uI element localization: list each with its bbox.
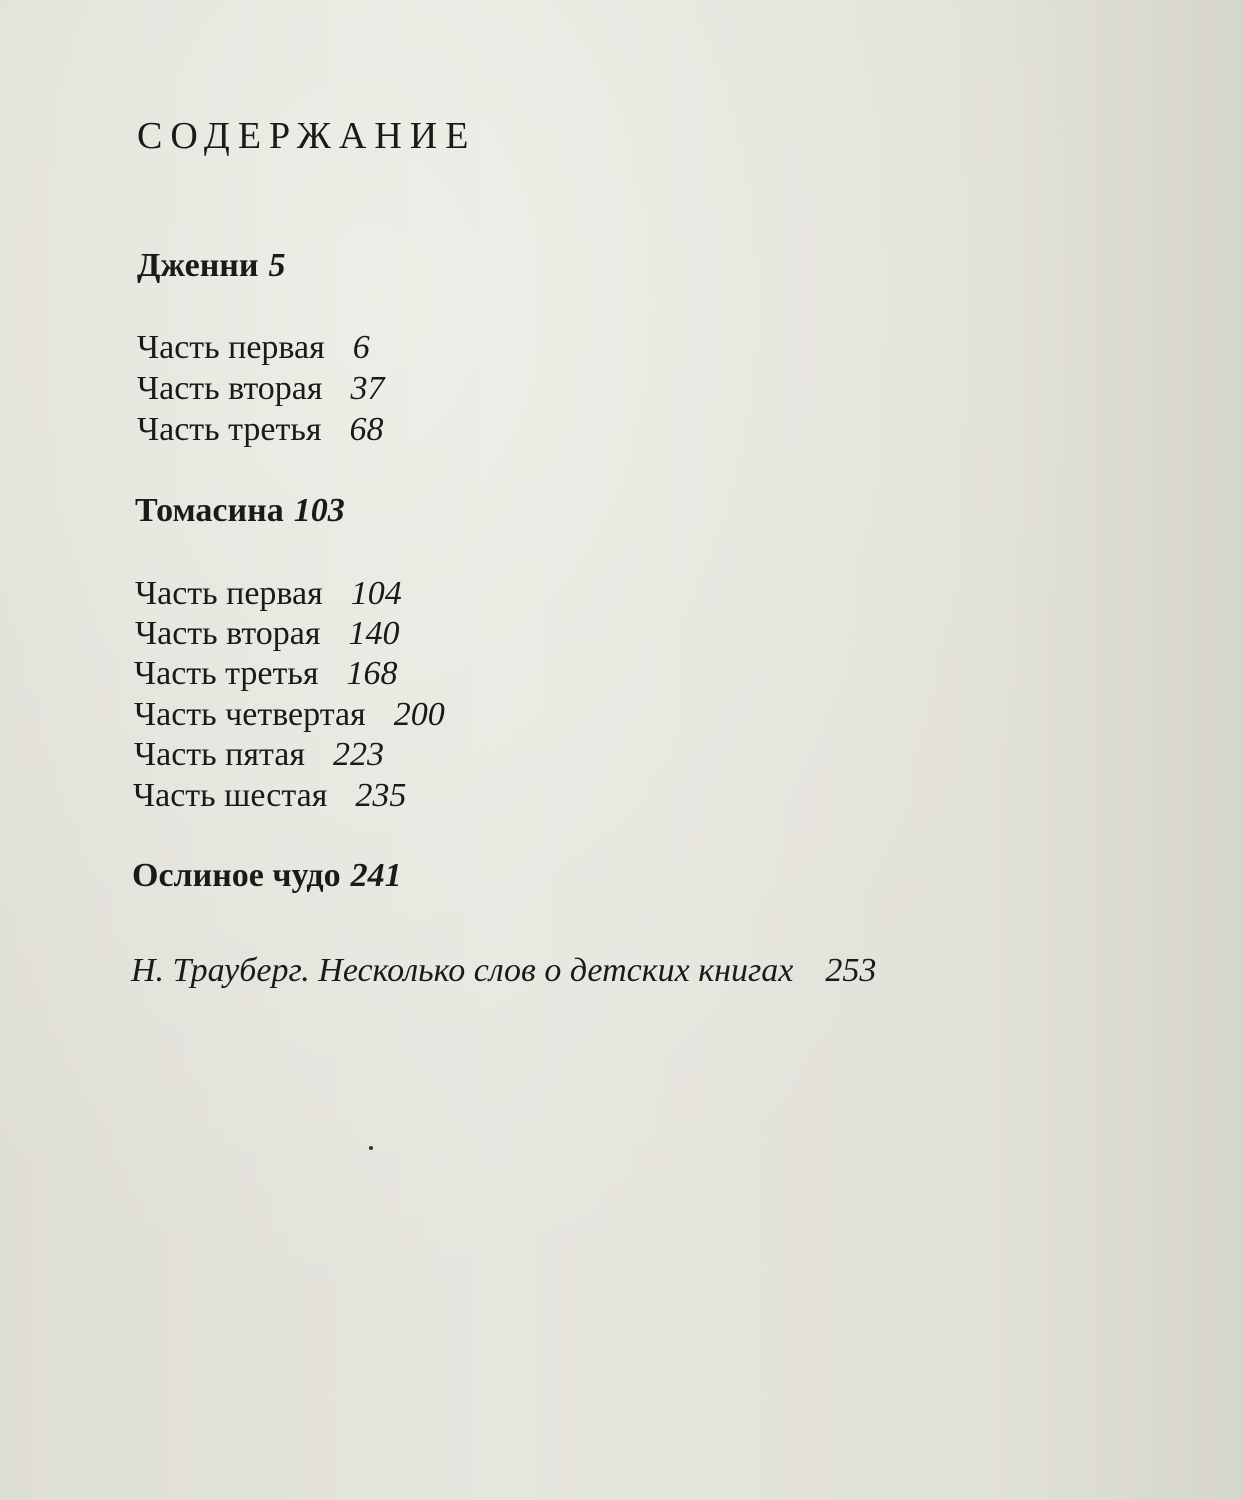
toc-part bbox=[137, 369, 385, 409]
toc-part bbox=[134, 654, 398, 694]
toc-part bbox=[137, 410, 384, 450]
part-page: 37 bbox=[350, 370, 385, 407]
part-label: Часть третья bbox=[134, 655, 319, 692]
part-label: Часть вторая bbox=[137, 370, 323, 407]
part-label: Часть четвертая bbox=[134, 696, 366, 733]
part-page: 6 bbox=[352, 329, 370, 366]
toc-part bbox=[133, 776, 406, 816]
toc-afterword bbox=[131, 951, 876, 991]
toc-section-jenny bbox=[137, 246, 285, 286]
afterword-page: 253 bbox=[825, 952, 877, 989]
toc-section-donkey-miracle bbox=[132, 856, 402, 896]
section-title: Томасина bbox=[135, 492, 284, 529]
toc-part bbox=[135, 614, 400, 654]
ink-speck bbox=[369, 1146, 373, 1150]
part-label: Часть пятая bbox=[134, 736, 305, 773]
part-page: 223 bbox=[332, 736, 384, 773]
part-label: Часть шестая bbox=[133, 777, 328, 814]
part-page: 235 bbox=[355, 777, 407, 814]
part-page: 104 bbox=[350, 575, 402, 612]
afterword-label: Н. Трауберг. Несколько слов о детских книгах bbox=[131, 952, 794, 989]
toc-part bbox=[134, 735, 384, 775]
toc-part bbox=[137, 328, 370, 368]
toc-part bbox=[135, 574, 402, 614]
section-page: 241 bbox=[350, 857, 402, 894]
part-label: Часть первая bbox=[137, 329, 325, 366]
toc-title: СОДЕРЖАНИЕ bbox=[137, 115, 477, 157]
part-label: Часть третья bbox=[137, 411, 322, 448]
section-title: Ослиное чудо bbox=[132, 857, 341, 894]
part-page: 168 bbox=[346, 655, 398, 692]
part-page: 140 bbox=[348, 615, 400, 652]
section-title: Дженни bbox=[137, 247, 259, 284]
section-page: 103 bbox=[293, 492, 345, 529]
toc-part bbox=[134, 695, 445, 735]
part-label: Часть вторая bbox=[135, 615, 321, 652]
toc-section-thomasina bbox=[135, 491, 345, 531]
part-page: 200 bbox=[393, 696, 445, 733]
part-page: 68 bbox=[349, 411, 384, 448]
part-label: Часть первая bbox=[135, 575, 323, 612]
section-page: 5 bbox=[268, 247, 286, 284]
